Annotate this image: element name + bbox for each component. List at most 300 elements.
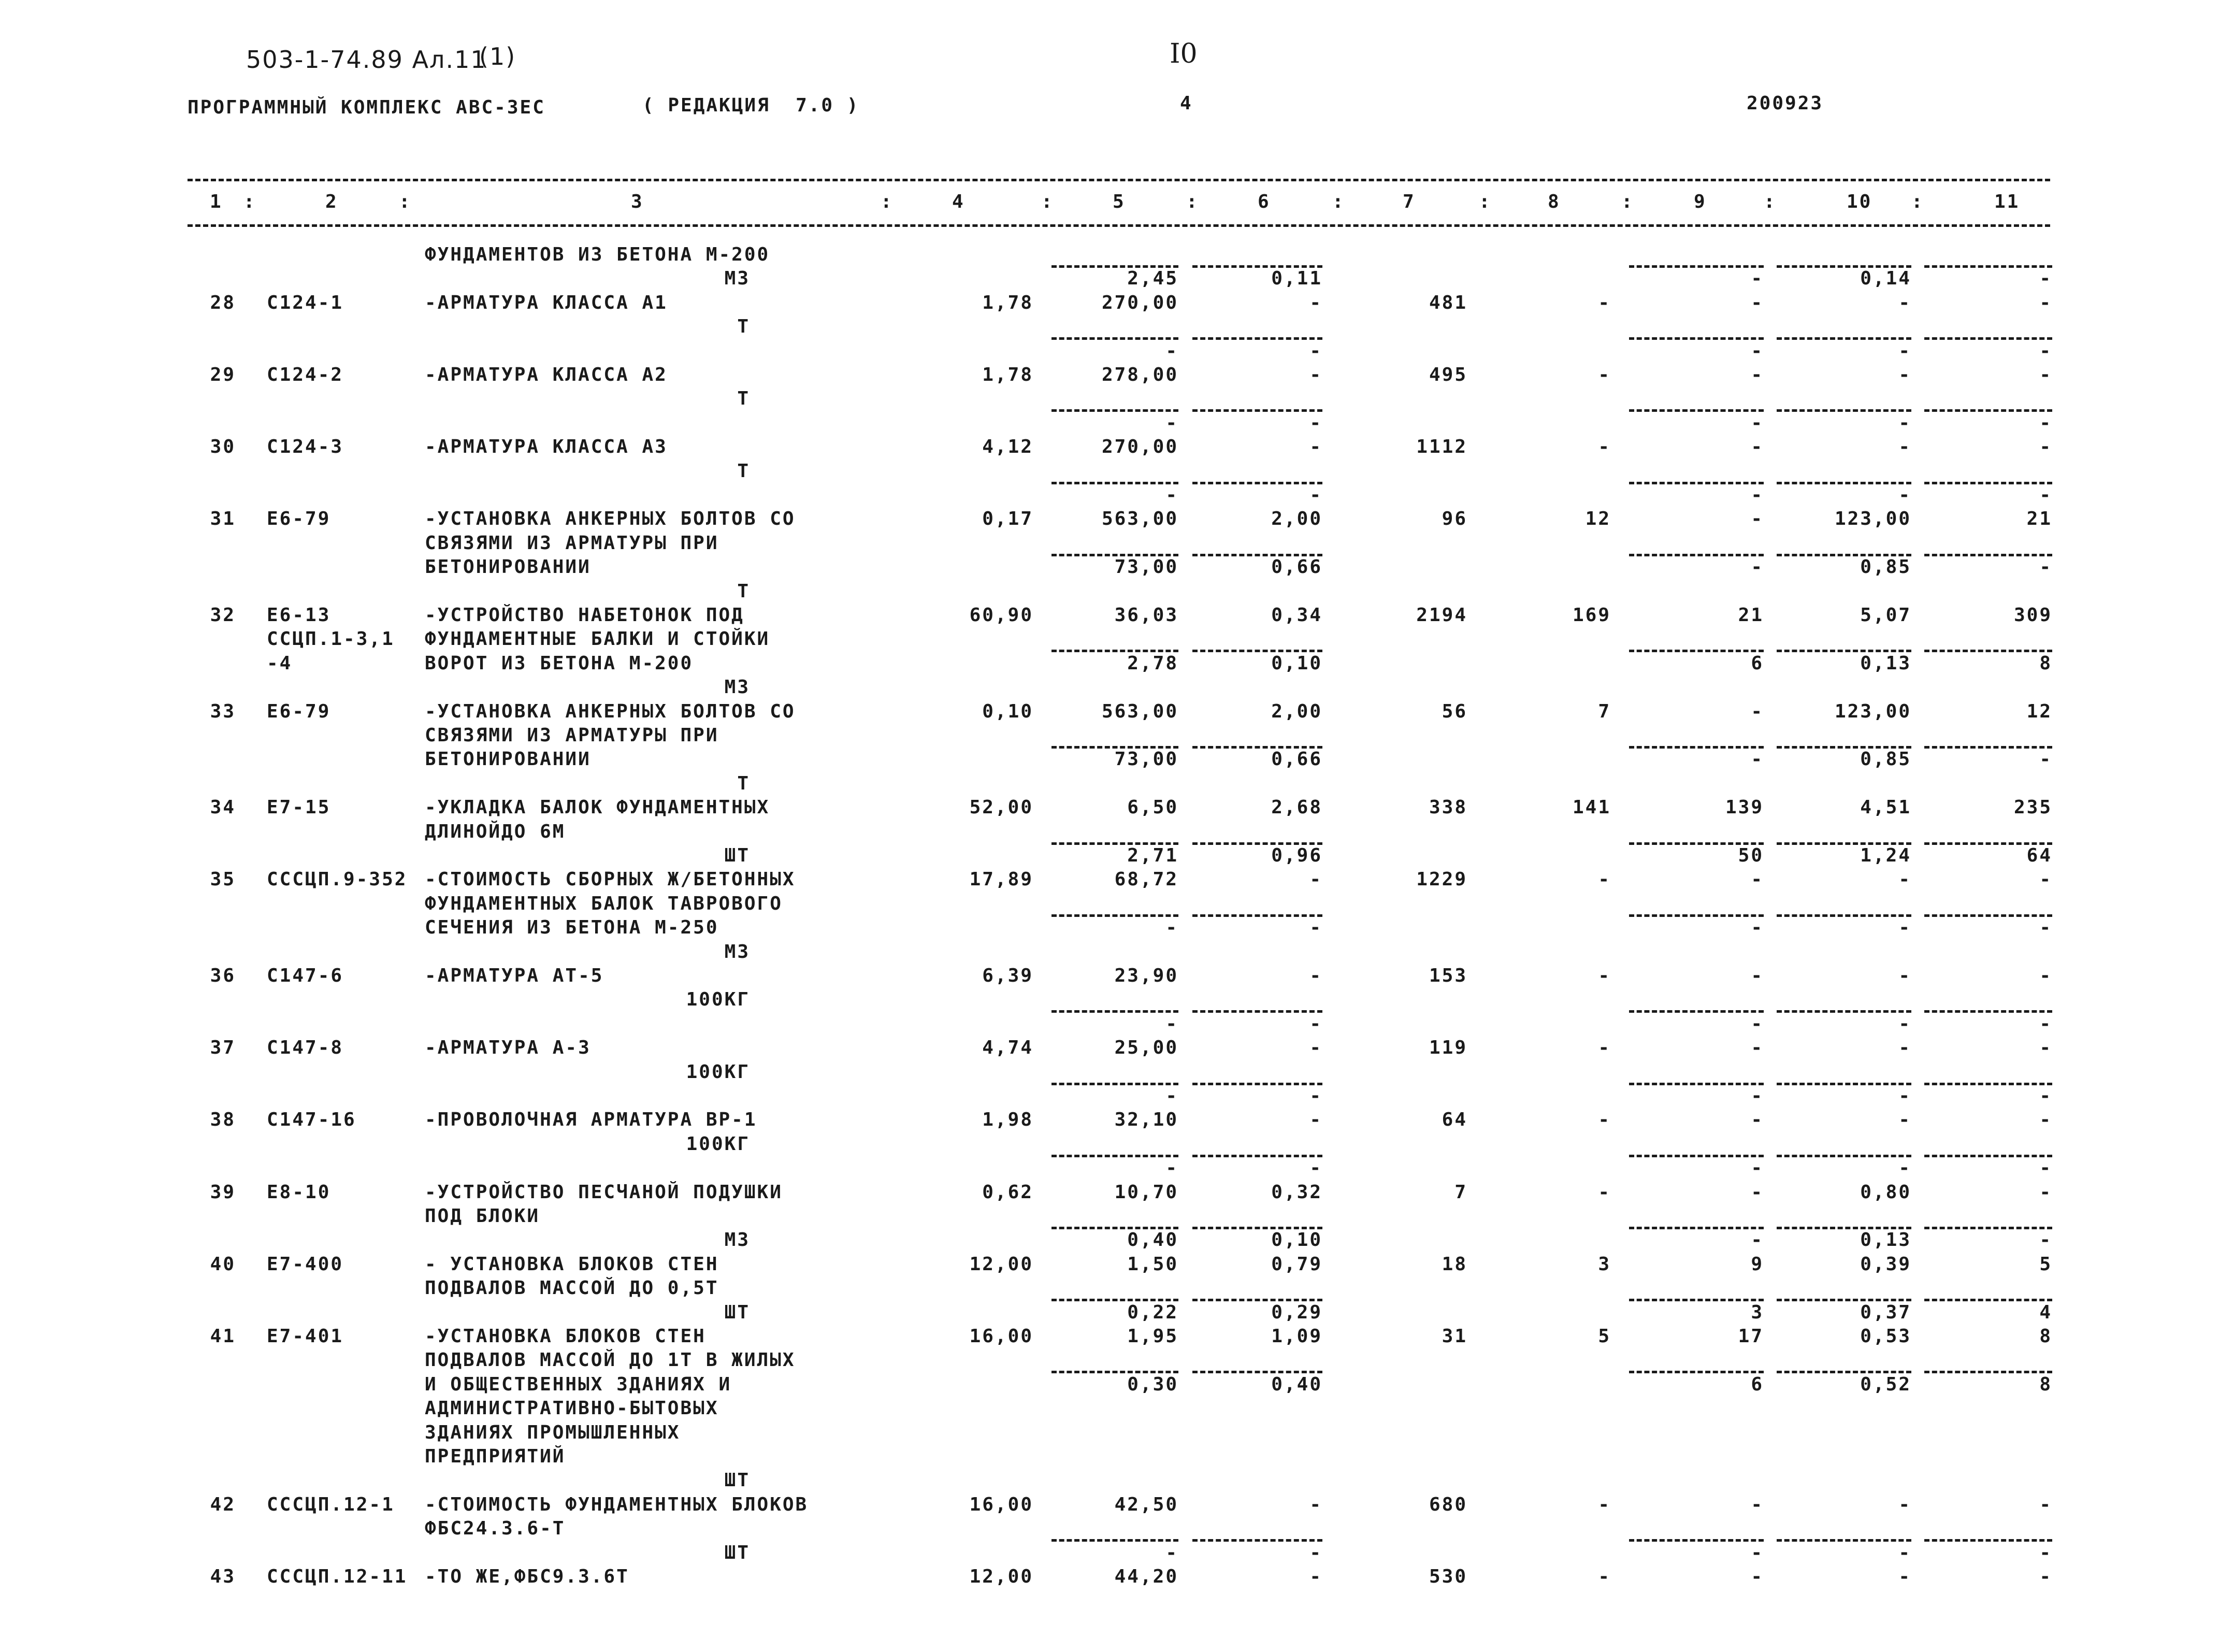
cell-underline — [1629, 746, 1764, 749]
cell-col-8: - — [1598, 436, 1611, 458]
cell-col-8: 12 — [1585, 508, 1611, 530]
cell-col-10: 4,51 — [1860, 797, 1911, 818]
cell-col-9: - — [1751, 869, 1764, 890]
cell-col-10: - — [1898, 965, 1911, 986]
cell-underline — [1924, 554, 2052, 556]
cell-col-9: - — [1751, 508, 1764, 530]
cell-underline — [1192, 554, 1322, 556]
cell-underline — [1924, 1083, 2052, 1085]
column-divider: : — [1911, 191, 1924, 212]
cell-col-11: - — [2039, 1013, 2052, 1035]
row-number: 41 — [210, 1326, 236, 1347]
cell-underline — [1629, 842, 1764, 845]
cell-col-7: 2194 — [1416, 605, 1467, 626]
column-header-6: 6 — [1258, 191, 1271, 212]
cell-col-8: 3 — [1598, 1253, 1611, 1275]
cell-underline — [1629, 1227, 1764, 1229]
cell-underline — [1777, 409, 1911, 412]
cell-col-4: 12,00 — [969, 1253, 1033, 1275]
cell-col-6: - — [1309, 412, 1322, 434]
cell-col-7: 96 — [1442, 508, 1467, 530]
cell-col-10: - — [1898, 1037, 1911, 1059]
cell-col-6: 0,11 — [1271, 268, 1322, 290]
cell-col-5: 25,00 — [1114, 1037, 1178, 1059]
column-divider: : — [1332, 191, 1345, 212]
cell-col-9: - — [1751, 1493, 1764, 1515]
cell-col-10: 0,14 — [1860, 268, 1911, 290]
cell-col-11: 235 — [2013, 797, 2052, 818]
cell-underline — [1629, 914, 1764, 917]
cell-col-11: - — [2039, 1037, 2052, 1059]
cell-underline — [1192, 1083, 1322, 1085]
column-divider: : — [1186, 191, 1199, 212]
cell-col-10: - — [1898, 1085, 1911, 1107]
row-number: 37 — [210, 1037, 236, 1059]
cell-col-9: - — [1751, 1037, 1764, 1059]
row-number: 35 — [210, 869, 236, 890]
cell-col-9: - — [1751, 364, 1764, 385]
cell-underline — [1051, 409, 1178, 412]
cell-col-9: - — [1751, 484, 1764, 506]
cell-underline — [1192, 409, 1322, 412]
cell-underline — [1777, 1371, 1911, 1373]
work-description: ПОДВАЛОВ МАССОЙ ДО 1Т В ЖИЛЫХ — [425, 1349, 796, 1371]
cell-col-8: - — [1598, 292, 1611, 313]
cell-col-9: - — [1751, 1181, 1764, 1203]
cell-col-11: - — [2039, 556, 2052, 578]
row-number: 29 — [210, 364, 236, 385]
work-description: ПРЕДПРИЯТИЙ — [425, 1446, 566, 1467]
cell-col-11: 64 — [2026, 845, 2052, 866]
cell-col-11: - — [2039, 1542, 2052, 1563]
cell-underline — [1192, 1371, 1322, 1373]
cell-underline — [1924, 1299, 2052, 1301]
work-description: -ТО ЖЕ,ФБС9.3.6Т — [425, 1566, 629, 1587]
cell-underline — [1192, 1299, 1322, 1301]
cell-col-10: - — [1898, 412, 1911, 434]
cell-underline — [1777, 554, 1911, 556]
cell-col-11: - — [2039, 749, 2052, 770]
cell-underline — [1777, 482, 1911, 484]
rate-code: Е7-15 — [267, 797, 331, 818]
cell-col-10: 0,53 — [1860, 1326, 1911, 1347]
cell-col-7: 119 — [1429, 1037, 1467, 1059]
work-description: ФБС24.3.6-Т — [425, 1518, 566, 1540]
cell-col-5: 2,78 — [1127, 652, 1178, 674]
cell-col-6: 0,96 — [1271, 845, 1322, 866]
cell-col-4: 16,00 — [969, 1326, 1033, 1347]
work-description: СЕЧЕНИЯ ИЗ БЕТОНА М-250 — [425, 917, 719, 939]
column-header-11: 11 — [1994, 191, 2020, 212]
cell-underline — [1924, 409, 2052, 412]
cell-underline — [1192, 482, 1322, 484]
cell-col-6: - — [1309, 1157, 1322, 1179]
rate-code: Е7-401 — [267, 1326, 344, 1347]
cell-col-9: 9 — [1751, 1253, 1764, 1275]
cell-col-5: - — [1165, 917, 1178, 939]
unit-of-measure: 100КГ — [686, 1133, 750, 1155]
cell-col-11: - — [2039, 965, 2052, 986]
cell-col-5: 2,71 — [1127, 845, 1178, 866]
cell-col-11: - — [2039, 292, 2052, 313]
cell-underline — [1629, 554, 1764, 556]
cell-col-9: - — [1751, 965, 1764, 986]
rate-code: С147-8 — [267, 1037, 344, 1059]
cell-col-10: - — [1898, 1542, 1911, 1563]
column-header-9: 9 — [1694, 191, 1707, 212]
cell-underline — [1924, 746, 2052, 749]
cell-underline — [1777, 842, 1911, 845]
cell-col-7: 338 — [1429, 797, 1467, 818]
cell-underline — [1051, 1010, 1178, 1013]
cell-col-9: - — [1751, 917, 1764, 939]
rate-code: С147-16 — [267, 1109, 356, 1131]
cell-col-7: 495 — [1429, 364, 1467, 385]
cell-col-9: - — [1751, 1566, 1764, 1587]
cell-underline — [1051, 482, 1178, 484]
row-number: 28 — [210, 292, 236, 313]
cell-col-10: - — [1898, 1566, 1911, 1587]
cell-col-10: 123,00 — [1834, 700, 1911, 722]
cell-col-10: 5,07 — [1860, 605, 1911, 626]
cell-underline — [1924, 337, 2052, 340]
cell-col-5: - — [1165, 484, 1178, 506]
sheet-mark: (1) — [479, 42, 516, 70]
cell-col-9: 50 — [1738, 845, 1764, 866]
cell-col-11: - — [2039, 340, 2052, 362]
cell-col-6: - — [1309, 292, 1322, 313]
cell-col-6: - — [1309, 436, 1322, 458]
column-divider: : — [1479, 191, 1492, 212]
cell-col-9: 3 — [1751, 1301, 1764, 1323]
cell-col-6: - — [1309, 1109, 1322, 1131]
work-description: СВЯЗЯМИ ИЗ АРМАТУРЫ ПРИ — [425, 532, 719, 554]
cell-col-9: - — [1751, 1542, 1764, 1563]
work-description: ФУНДАМЕНТНЫЕ БАЛКИ И СТОЙКИ — [425, 628, 770, 650]
cell-col-5: 270,00 — [1101, 292, 1178, 313]
rate-code: С147-6 — [267, 965, 344, 986]
cell-col-5: 73,00 — [1114, 556, 1178, 578]
cell-col-11: 8 — [2039, 1326, 2052, 1347]
column-header-8: 8 — [1548, 191, 1561, 212]
unit-of-measure: Т — [737, 388, 750, 410]
unit-of-measure: М3 — [724, 677, 750, 698]
cell-col-9: - — [1751, 1085, 1764, 1107]
cell-col-6: 0,79 — [1271, 1253, 1322, 1275]
cell-underline — [1051, 1083, 1178, 1085]
cell-col-7: 64 — [1442, 1109, 1467, 1131]
cell-col-10: 0,80 — [1860, 1181, 1911, 1203]
cell-col-10: 0,13 — [1860, 1229, 1911, 1251]
work-description: -АРМАТУРА АТ-5 — [425, 965, 604, 986]
cell-underline — [1192, 746, 1322, 749]
work-description: ПОД БЛОКИ — [425, 1205, 540, 1227]
cell-underline — [1777, 746, 1911, 749]
cell-underline — [1629, 1010, 1764, 1013]
unit-of-measure: 100КГ — [686, 1061, 750, 1083]
work-description: ПОДВАЛОВ МАССОЙ ДО 0,5Т — [425, 1277, 719, 1299]
rate-code: Е7-400 — [267, 1253, 344, 1275]
cell-col-6: - — [1309, 1542, 1322, 1563]
cell-col-4: 6,39 — [982, 965, 1033, 986]
column-divider: : — [881, 191, 894, 212]
cell-col-7: 7 — [1454, 1181, 1467, 1203]
cell-col-11: - — [2039, 484, 2052, 506]
cell-col-10: 0,37 — [1860, 1301, 1911, 1323]
cell-col-9: 6 — [1751, 1373, 1764, 1395]
cell-col-5: 44,20 — [1114, 1566, 1178, 1587]
cell-underline — [1192, 650, 1322, 652]
cell-col-9: - — [1751, 1013, 1764, 1035]
rate-code: СССЦП.9-352 — [267, 869, 408, 890]
cell-col-10: - — [1898, 436, 1911, 458]
cell-col-11: - — [2039, 1229, 2052, 1251]
cell-col-4: 52,00 — [969, 797, 1033, 818]
work-description: ВОРОТ ИЗ БЕТОНА М-200 — [425, 652, 694, 674]
unit-of-measure: М3 — [724, 941, 750, 963]
column-header-5: 5 — [1113, 191, 1126, 212]
cell-col-7: 153 — [1429, 965, 1467, 986]
cell-col-6: 2,00 — [1271, 700, 1322, 722]
column-divider: : — [1621, 191, 1634, 212]
program-name: ПРОГРАММНЫЙ КОМПЛЕКС АВС-3ЕС — [188, 97, 545, 118]
cell-col-9: - — [1751, 292, 1764, 313]
cell-col-5: - — [1165, 1542, 1178, 1563]
cell-col-6: 0,40 — [1271, 1373, 1322, 1395]
row-number: 43 — [210, 1566, 236, 1587]
cell-col-8: - — [1598, 869, 1611, 890]
work-description: -ПРОВОЛОЧНАЯ АРМАТУРА ВР-1 — [425, 1109, 757, 1131]
cell-col-6: 2,68 — [1271, 797, 1322, 818]
cell-col-11: 12 — [2026, 700, 2052, 722]
cell-underline — [1051, 1155, 1178, 1157]
cell-col-7: 680 — [1429, 1493, 1467, 1515]
row-number: 42 — [210, 1493, 236, 1515]
cell-col-6: - — [1309, 965, 1322, 986]
work-description: -УСТРОЙСТВО НАБЕТОНОК ПОД — [425, 605, 744, 626]
page-number: I0 — [1170, 38, 1198, 69]
cell-col-4: 4,74 — [982, 1037, 1033, 1059]
cell-underline — [1629, 337, 1764, 340]
cell-col-6: - — [1309, 1493, 1322, 1515]
work-description: БЕТОНИРОВАНИИ — [425, 556, 591, 578]
cell-col-5: 278,00 — [1101, 364, 1178, 385]
column-divider: : — [1764, 191, 1777, 212]
cell-underline — [1924, 842, 2052, 845]
row-number: 39 — [210, 1181, 236, 1203]
cell-underline — [1924, 482, 2052, 484]
cell-underline — [1051, 1227, 1178, 1229]
cell-col-11: - — [2039, 1085, 2052, 1107]
cell-underline — [1777, 914, 1911, 917]
cell-underline — [1192, 1155, 1322, 1157]
cell-underline — [1051, 650, 1178, 652]
cell-underline — [1051, 337, 1178, 340]
cell-col-7: 1112 — [1416, 436, 1467, 458]
cell-col-9: - — [1751, 700, 1764, 722]
cell-col-10: - — [1898, 364, 1911, 385]
cell-underline — [1924, 914, 2052, 917]
cell-col-4: 4,12 — [982, 436, 1033, 458]
cell-underline — [1629, 409, 1764, 412]
column-divider: : — [243, 191, 256, 212]
rate-code: Е6-79 — [267, 508, 331, 530]
cell-col-6: - — [1309, 1566, 1322, 1587]
cell-col-8: - — [1598, 364, 1611, 385]
cell-col-9: - — [1751, 436, 1764, 458]
row-number: 33 — [210, 700, 236, 722]
cell-col-9: 21 — [1738, 605, 1764, 626]
cell-underline — [1777, 1539, 1911, 1542]
cell-col-5: 73,00 — [1114, 749, 1178, 770]
cell-col-4: 0,17 — [982, 508, 1033, 530]
cell-underline — [1924, 265, 2052, 268]
cell-col-11: - — [2039, 1566, 2052, 1587]
cell-col-6: 0,66 — [1271, 556, 1322, 578]
cell-col-10: - — [1898, 292, 1911, 313]
cell-col-6: 0,32 — [1271, 1181, 1322, 1203]
work-description: - УСТАНОВКА БЛОКОВ СТЕН — [425, 1253, 719, 1275]
row-number: 32 — [210, 605, 236, 626]
work-description: -СТОИМОСТЬ СБОРНЫХ Ж/БЕТОННЫХ — [425, 869, 796, 890]
cell-col-5: 270,00 — [1101, 436, 1178, 458]
cell-col-10: 123,00 — [1834, 508, 1911, 530]
cell-col-9: - — [1751, 340, 1764, 362]
cell-col-4: 0,62 — [982, 1181, 1033, 1203]
cell-col-8: - — [1598, 965, 1611, 986]
cell-underline — [1924, 1539, 2052, 1542]
cell-col-5: - — [1165, 1013, 1178, 1035]
cell-col-6: 2,00 — [1271, 508, 1322, 530]
cell-col-5: 1,95 — [1127, 1326, 1178, 1347]
cell-underline — [1051, 746, 1178, 749]
work-description: БЕТОНИРОВАНИИ — [425, 749, 591, 770]
cell-col-6: 0,29 — [1271, 1301, 1322, 1323]
cell-underline — [1192, 914, 1322, 917]
row-number: 34 — [210, 797, 236, 818]
rate-code: СССЦП.12-1 — [267, 1493, 395, 1515]
cell-underline — [1777, 337, 1911, 340]
cell-underline — [1192, 1227, 1322, 1229]
cell-col-11: - — [2039, 869, 2052, 890]
unit-of-measure: Т — [737, 316, 750, 338]
cell-col-7: 481 — [1429, 292, 1467, 313]
work-description: СВЯЗЯМИ ИЗ АРМАТУРЫ ПРИ — [425, 725, 719, 746]
row-number: 40 — [210, 1253, 236, 1275]
cell-col-6: - — [1309, 364, 1322, 385]
cell-col-5: 0,30 — [1127, 1373, 1178, 1395]
cell-underline — [1051, 1371, 1178, 1373]
unit-of-measure: Т — [737, 580, 750, 602]
row-number: 31 — [210, 508, 236, 530]
cell-col-6: - — [1309, 1085, 1322, 1107]
rate-code: Е6-13 — [267, 605, 331, 626]
work-description: ФУНДАМЕНТНЫХ БАЛОК ТАВРОВОГО — [425, 893, 783, 914]
unit-of-measure: Т — [737, 460, 750, 482]
cell-col-11: 8 — [2039, 652, 2052, 674]
cell-col-10: 0,85 — [1860, 749, 1911, 770]
cell-col-10: 1,24 — [1860, 845, 1911, 866]
cell-underline — [1629, 1155, 1764, 1157]
work-description: -АРМАТУРА КЛАССА А3 — [425, 436, 668, 458]
cell-underline — [1629, 265, 1764, 268]
cell-col-9: - — [1751, 749, 1764, 770]
header-rule-top — [188, 179, 2050, 181]
rate-code: СССЦП.12-11 — [267, 1566, 408, 1587]
cell-col-7: 530 — [1429, 1566, 1467, 1587]
cell-col-11: 309 — [2013, 605, 2052, 626]
rate-code: С124-1 — [267, 292, 344, 313]
cell-col-9: - — [1751, 1157, 1764, 1179]
cell-col-8: - — [1598, 1566, 1611, 1587]
cell-col-6: 0,66 — [1271, 749, 1322, 770]
column-header-3: 3 — [631, 191, 644, 212]
cell-col-10: - — [1898, 1157, 1911, 1179]
cell-underline — [1629, 1299, 1764, 1301]
cell-underline — [1192, 337, 1322, 340]
cell-col-10: - — [1898, 1493, 1911, 1515]
cell-underline — [1051, 554, 1178, 556]
cell-col-11: - — [2039, 1157, 2052, 1179]
cell-col-11: 5 — [2039, 1253, 2052, 1275]
cell-col-4: 1,98 — [982, 1109, 1033, 1131]
cell-col-10: 0,13 — [1860, 652, 1911, 674]
cell-col-9: - — [1751, 556, 1764, 578]
work-description: -УСТАНОВКА БЛОКОВ СТЕН — [425, 1326, 706, 1347]
cell-col-11: - — [2039, 436, 2052, 458]
rate-code: Е8-10 — [267, 1181, 331, 1203]
cell-underline — [1192, 842, 1322, 845]
work-description: -АРМАТУРА А-3 — [425, 1037, 591, 1059]
cell-col-5: 563,00 — [1101, 700, 1178, 722]
work-description: -АРМАТУРА КЛАССА А2 — [425, 364, 668, 385]
cell-col-10: - — [1898, 869, 1911, 890]
cell-col-5: 10,70 — [1114, 1181, 1178, 1203]
cell-underline — [1924, 1155, 2052, 1157]
cell-col-6: - — [1309, 869, 1322, 890]
cell-col-9: - — [1751, 1109, 1764, 1131]
header-rule-bottom — [188, 224, 2050, 227]
work-description: -УСТАНОВКА АНКЕРНЫХ БОЛТОВ СО — [425, 700, 796, 722]
cell-col-8: 169 — [1572, 605, 1611, 626]
cell-col-9: - — [1751, 268, 1764, 290]
cell-col-5: 36,03 — [1114, 605, 1178, 626]
cell-col-6: - — [1309, 917, 1322, 939]
cell-col-11: - — [2039, 268, 2052, 290]
cell-col-11: - — [2039, 917, 2052, 939]
cell-underline — [1924, 1371, 2052, 1373]
row-number: 38 — [210, 1109, 236, 1131]
unit-of-measure: Т — [737, 772, 750, 794]
cell-underline — [1777, 1155, 1911, 1157]
cell-col-6: 0,10 — [1271, 1229, 1322, 1251]
cell-underline — [1777, 265, 1911, 268]
document-code: 503-1-74.89 Ал.11 — [246, 46, 487, 74]
row-number: 36 — [210, 965, 236, 986]
cell-col-5: 0,22 — [1127, 1301, 1178, 1323]
cell-col-4: 12,00 — [969, 1566, 1033, 1587]
cell-col-5: 6,50 — [1127, 797, 1178, 818]
cell-underline — [1777, 1010, 1911, 1013]
cell-col-7: 18 — [1442, 1253, 1467, 1275]
cell-col-10: - — [1898, 340, 1911, 362]
cell-col-8: 7 — [1598, 700, 1611, 722]
cell-col-5: 23,90 — [1114, 965, 1178, 986]
column-header-1: 1 — [210, 191, 223, 212]
column-header-2: 2 — [325, 191, 338, 212]
cell-col-6: - — [1309, 1037, 1322, 1059]
cell-col-8: - — [1598, 1037, 1611, 1059]
